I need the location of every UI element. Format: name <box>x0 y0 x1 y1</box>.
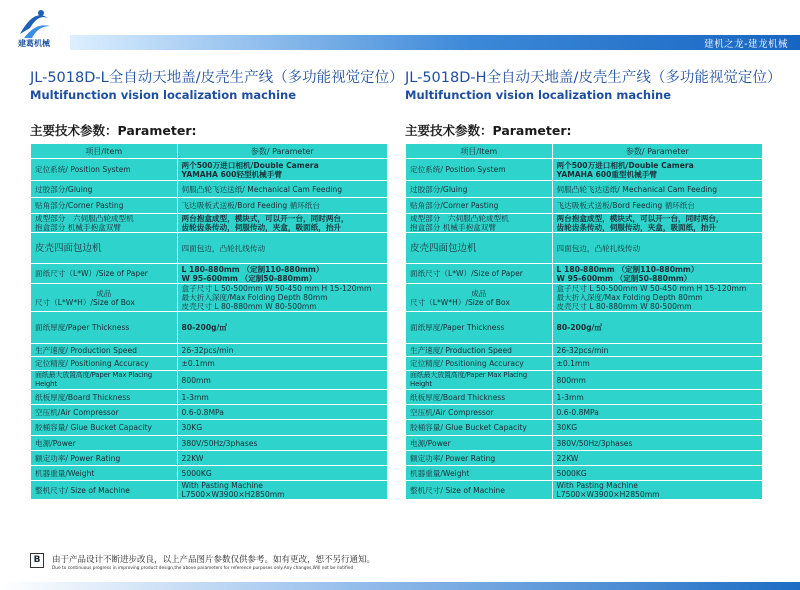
row-label: 面纸厚度/Paper Thickness <box>31 312 178 344</box>
row-value-line: 5000KG <box>181 468 212 478</box>
row-value <box>177 420 387 436</box>
row-label: 生产速度/ Production Speed <box>31 344 178 357</box>
row-value <box>552 264 762 284</box>
table-row <box>31 357 388 371</box>
row-value-line: YAMAHA 600轻型机械手臂 <box>181 169 282 179</box>
product-subtitle-left: Multifunction vision localization machine <box>30 88 297 102</box>
table-row <box>406 371 763 390</box>
row-label: 机器重量/Weight <box>406 466 553 481</box>
parameter-heading-left: 主要技术参数：Parameter: <box>30 123 197 138</box>
row-value <box>177 451 387 466</box>
row-value-line: 380V/50Hz/3phases <box>556 438 633 448</box>
row-value <box>552 420 762 436</box>
row-value-line: 80-200g/㎡ <box>556 323 602 332</box>
row-value-line: YAMAHA 600重型机械手臂 <box>556 169 657 179</box>
row-value-line: 30KG <box>556 423 578 432</box>
row-value-line: ±0.1mm <box>556 359 590 368</box>
row-value-line: 0.6-0.8MPa <box>181 407 224 417</box>
table-row <box>31 159 388 181</box>
table-row <box>31 284 388 312</box>
row-value <box>177 159 387 181</box>
row-value-line: 齿轮齿条传动，伺服传动，夹盒，吸面纸，抬升 <box>181 223 342 232</box>
row-value-line: W 95-600mm （定制50-880mm） <box>556 273 692 283</box>
table-row <box>31 466 388 481</box>
disclaimer-en: Due to continuous progress in improving product design,the above parameters for reference purposes only.Any changes,Will not be notified <box>52 566 354 571</box>
row-label: 整机尺寸/ Size of Machine <box>31 481 178 500</box>
row-value-line: ±0.1mm <box>181 359 215 368</box>
row-value-line: With Pasting Machine <box>181 481 263 490</box>
table-row <box>406 233 763 264</box>
row-value <box>177 312 387 344</box>
row-value-line: 飞达吸板式送板/Bord Feeding 循环纸台 <box>556 201 695 210</box>
row-value-line: 1-3mm <box>181 392 209 402</box>
logo-text: 建葛机械 <box>18 39 50 48</box>
spec-table-left <box>30 143 388 500</box>
column-header-parameter: 参数/ Parameter <box>552 144 762 159</box>
table-row <box>31 420 388 436</box>
row-value-line: 30KG <box>181 423 203 432</box>
row-label <box>406 214 553 233</box>
row-value-line: 最大折入深度/Max Folding Depth 80mm <box>181 293 328 302</box>
row-label <box>406 284 553 312</box>
spec-table-right <box>405 143 763 500</box>
row-value-line: 1-3mm <box>556 392 584 402</box>
row-label: 纸板厚度/Board Thickness <box>406 390 553 405</box>
row-value-line: 皮壳尺寸 L 80-880mm W 80-500mm <box>181 302 317 311</box>
page-letter: B <box>30 553 44 568</box>
row-value-line: 两个500万进口相机/Double Camera <box>556 160 694 170</box>
row-value <box>552 390 762 405</box>
row-label: 面纸尺寸（L*W）/Size of Paper <box>31 264 178 284</box>
row-label: 纸板厚度/Board Thickness <box>31 390 178 405</box>
row-value <box>552 198 762 214</box>
row-label-line: 成型部分 六伺服凸轮成型机 <box>410 214 509 223</box>
row-value <box>552 159 762 181</box>
row-label: 额定功率/ Power Rating <box>406 451 553 466</box>
row-value <box>552 405 762 420</box>
table-row <box>31 371 388 390</box>
row-value-line: 5000KG <box>556 468 587 478</box>
row-value-line: 22KW <box>181 453 204 463</box>
row-value-line: 齿轮齿条传动，伺服传动，夹盒，吸面纸，抬升 <box>556 223 717 232</box>
column-header-item: 项目/Item <box>406 144 553 159</box>
row-value <box>177 466 387 481</box>
row-value-line: 0.6-0.8MPa <box>556 407 599 417</box>
table-row <box>31 198 388 214</box>
row-value <box>552 214 762 233</box>
row-value <box>552 466 762 481</box>
row-value-line: 800mm <box>556 375 586 385</box>
row-value-line: 皮壳尺寸 L 80-880mm W 80-500mm <box>556 302 692 311</box>
row-label-line: 抱盒部分 机械手抱盒双臂 <box>410 223 496 232</box>
row-value <box>177 344 387 357</box>
table-row <box>406 405 763 420</box>
row-value <box>177 181 387 198</box>
row-label: 电源/Power <box>406 436 553 451</box>
row-value <box>177 198 387 214</box>
row-label: 定位精度/ Positioning Accuracy <box>406 357 553 371</box>
row-value-line: 飞达吸板式送板/Bord Feeding 循环纸台 <box>181 201 320 210</box>
row-value-line: 伺服凸轮飞达送纸/ Mechanical Cam Feeding <box>181 184 343 194</box>
row-value <box>552 284 762 312</box>
row-label: 整机尺寸/ Size of Machine <box>406 481 553 500</box>
row-value-line: L7500×W3900×H2850mm <box>181 490 285 499</box>
row-value-line: 26-32pcs/min <box>556 345 609 355</box>
row-label-line: 抱盒部分 机械手抱盒双臂 <box>35 223 121 232</box>
table-row <box>31 214 388 233</box>
row-value-line: 两台抱盒成型，模块式，可以开一台，同时两台， <box>181 214 349 223</box>
row-label: 皮壳四面包边机 <box>406 233 553 264</box>
row-value-line: 800mm <box>181 375 211 385</box>
company-logo-icon <box>16 4 52 42</box>
row-value-line: 两台抱盒成型，模块式，可以开一台，同时两台， <box>556 214 724 223</box>
table-row <box>406 466 763 481</box>
row-label: 贴角部分/Corner Pasting <box>406 198 553 214</box>
row-label: 空压机/Air Compressor <box>406 405 553 420</box>
header-banner <box>70 35 800 50</box>
product-subtitle-right: Multifunction vision localization machine <box>405 88 672 102</box>
row-value <box>177 233 387 264</box>
row-label: 面纸尺寸（L*W）/Size of Paper <box>406 264 553 284</box>
row-value-line: 伺服凸轮飞达送纸/ Mechanical Cam Feeding <box>556 184 718 194</box>
row-value-line: 盒子尺寸 L 50-500mm W 50-450 mm H 15-120mm <box>556 284 747 293</box>
row-label: 机器重量/Weight <box>31 466 178 481</box>
row-label: 面纸最大放置高度/Paper Max Placing Height <box>31 371 178 390</box>
table-row <box>406 420 763 436</box>
row-label: 面纸最大放置高度/Paper Max Placing Height <box>406 371 553 390</box>
row-label: 空压机/Air Compressor <box>31 405 178 420</box>
product-title-right: JL-5018D-H全自动天地盖/皮壳生产线（多功能视觉定位） <box>405 70 782 86</box>
table-row <box>406 198 763 214</box>
table-row <box>31 436 388 451</box>
row-value <box>552 357 762 371</box>
row-value-line: L 180-880mm （定制110-880mm） <box>181 264 324 274</box>
row-value-line: 盒子尺寸 L 50-500mm W 50-450 mm H 15-120mm <box>181 284 372 293</box>
row-value <box>552 233 762 264</box>
table-row <box>31 481 388 500</box>
row-label-line: 尺寸（L*W*H）/Size of Box <box>35 297 135 307</box>
table-row <box>406 312 763 344</box>
row-value-line: 26-32pcs/min <box>181 345 234 355</box>
row-value <box>552 181 762 198</box>
right-column <box>405 66 782 500</box>
row-value <box>177 436 387 451</box>
column-header-item: 项目/Item <box>31 144 178 159</box>
row-label-line: 尺寸（L*W*H）/Size of Box <box>410 297 510 307</box>
row-label-line: 成品 <box>471 288 487 298</box>
table-row <box>406 181 763 198</box>
table-row <box>31 405 388 420</box>
row-value <box>177 371 387 390</box>
row-label: 生产速度/ Production Speed <box>406 344 553 357</box>
row-value <box>177 405 387 420</box>
table-row <box>406 436 763 451</box>
table-row <box>31 451 388 466</box>
disclaimer-cn: 由于产品设计不断进步改良，以上产品图片参数仅供参考。如有更改，恕不另行通知。 <box>52 555 376 565</box>
row-value-line: 380V/50Hz/3phases <box>181 438 258 448</box>
row-value-line: 四面包边，凸轮扎线传动 <box>181 243 266 253</box>
table-row <box>31 344 388 357</box>
table-row <box>31 312 388 344</box>
row-label: 定位精度/ Positioning Accuracy <box>31 357 178 371</box>
row-value-line: 22KW <box>556 453 579 463</box>
parameter-heading-right: 主要技术参数：Parameter: <box>405 123 572 138</box>
row-value-line: 四面包边，凸轮扎线传动 <box>556 243 641 253</box>
row-label: 过胶部分/Gluing <box>31 181 178 198</box>
row-label: 电源/Power <box>31 436 178 451</box>
row-label: 定位系统/ Position System <box>31 159 178 181</box>
footer-bar <box>0 582 800 590</box>
row-value <box>177 214 387 233</box>
table-row <box>406 284 763 312</box>
row-value-line: L7500×W3900×H2850mm <box>556 490 660 499</box>
row-value <box>552 371 762 390</box>
row-label <box>31 284 178 312</box>
left-column <box>30 66 404 500</box>
row-value <box>177 264 387 284</box>
table-row <box>406 264 763 284</box>
row-label: 皮壳四面包边机 <box>31 233 178 264</box>
row-label: 面纸厚度/Paper Thickness <box>406 312 553 344</box>
row-value <box>177 390 387 405</box>
row-label: 胶桶容量/ Glue Bucket Capacity <box>406 420 553 436</box>
table-row <box>31 181 388 198</box>
row-value <box>177 481 387 500</box>
row-value <box>552 312 762 344</box>
table-row <box>406 357 763 371</box>
row-label: 过胶部分/Gluing <box>406 181 553 198</box>
table-row <box>31 390 388 405</box>
product-title-left: JL-5018D-L全自动天地盖/皮壳生产线（多功能视觉定位） <box>30 70 404 86</box>
table-row <box>31 264 388 284</box>
row-value-line: L 180-880mm （定制110-880mm） <box>556 264 699 274</box>
row-value-line: 两个500万进口相机/Double Camera <box>181 160 319 170</box>
row-value-line: 80-200g/㎡ <box>181 323 227 332</box>
table-row <box>406 451 763 466</box>
row-value <box>177 284 387 312</box>
row-value <box>552 436 762 451</box>
table-row <box>406 481 763 500</box>
row-label-line: 成型部分 六伺服凸轮成型机 <box>35 214 134 223</box>
row-value-line: With Pasting Machine <box>556 481 638 490</box>
row-label: 胶桶容量/ Glue Bucket Capacity <box>31 420 178 436</box>
table-row <box>406 214 763 233</box>
row-label: 贴角部分/Corner Pasting <box>31 198 178 214</box>
row-label: 额定功率/ Power Rating <box>31 451 178 466</box>
row-label: 定位系统/ Position System <box>406 159 553 181</box>
row-label <box>31 214 178 233</box>
row-value <box>552 481 762 500</box>
column-header-parameter: 参数/ Parameter <box>177 144 387 159</box>
row-value-line: 最大折入深度/Max Folding Depth 80mm <box>556 293 703 302</box>
table-row <box>31 233 388 264</box>
table-row <box>406 390 763 405</box>
slogan: 建机之龙-建龙机械 <box>704 39 788 50</box>
row-value-line: W 95-600mm （定制50-880mm） <box>181 273 317 283</box>
row-value <box>177 357 387 371</box>
row-value <box>552 451 762 466</box>
table-row <box>406 159 763 181</box>
table-row <box>406 344 763 357</box>
row-value <box>552 344 762 357</box>
row-label-line: 成品 <box>96 288 112 298</box>
